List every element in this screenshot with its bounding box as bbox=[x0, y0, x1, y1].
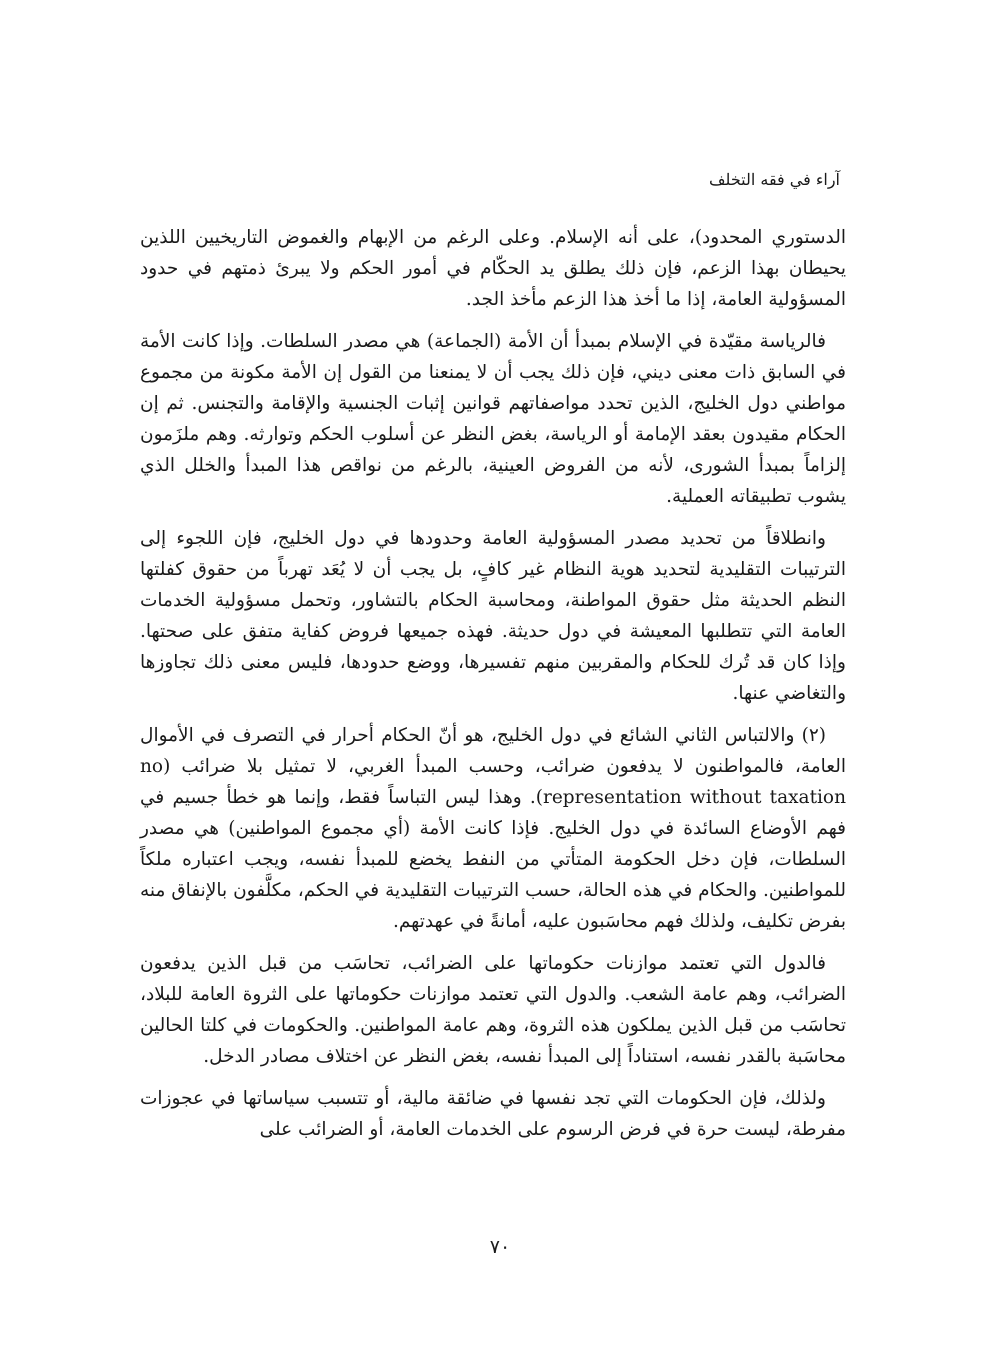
paragraph-2: فالرياسة مقيّدة في الإسلام بمبدأ أن الأمة (الجماعة) هي مصدر السلطات. وإذا كانت الأمة في السابق ذات معنى ديني، فإن ذلك يجب أن لا يمنعنا من القول إن الأمة مكونة من مجموع مواطني دول الخليج، الذين تحدد مواصفاتهم قوانين إثبات الجنسية والإقامة والتجنس. ثم إن الحكام مقيدون بعقد الإمامة أو الرياسة، بغض النظر عن أسلوب الحكم وتوارثه. وهم ملزَمون إلزاماً بمبدأ الشورى، لأنه من الفروض العينية، بالرغم من نواقص هذا المبدأ والخلل الذي يشوب تطبيقاته العملية. bbox=[140, 331, 846, 507]
paragraph-5: فالدول التي تعتمد موازنات حكوماتها على الضرائب، تحاسَب من قبل الذين يدفعون الضرائب، وهم عامة الشعب. والدول التي تعتمد موازنات حكوماتها على الثروة العامة للبلاد، تحاسَب من قبل الذين يملكون هذه الثروة، وهم عامة المواطنين. والحكومات في كلتا الحالين محاسَبة بالقدر نفسه، استناداً إلى المبدأ نفسه، بغض النظر عن اختلاف مصادر الدخل. bbox=[140, 953, 846, 1067]
paragraph-1: الدستوري المحدود)، على أنه الإسلام. وعلى الرغم من الإبهام والغموض التاريخيين اللذين يحيطان بهذا الزعم، فإن ذلك يطلق يد الحكّام في أمور الحكم ولا يبرئ ذمتهم في حدود المسؤولية العامة، إذا ما أخذ هذا الزعم مأخذ الجد. bbox=[140, 227, 846, 310]
body-text bbox=[140, 222, 846, 1156]
paragraph-3: وانطلاقاً من تحديد مصدر المسؤولية العامة وحدودها في دول الخليج، فإن اللجوء إلى الترتيبات التقليدية لتحديد هوية النظام غير كافٍ، بل يجب أن لا يُعَد تهرباً من حقوق كفلتها النظم الحديثة مثل حقوق المواطنة، ومحاسبة الحكام بالتشاور، وتحمل مسؤولية الخدمات العامة التي تتطلبها المعيشة في دول حديثة. فهذه جميعها فروض كفاية متفق على صحتها. وإذا كان قد تُرك للحكام والمقربين منهم تفسيرها، ووضع حدودها، فليس معنى ذلك تجاوزها والتغاضي عنها. bbox=[140, 528, 846, 704]
paragraph-4: (٢) والالتباس الثاني الشائع في دول الخليج، هو أنّ الحكام أحرار في التصرف في الأموال العامة، فالمواطنون لا يدفعون ضرائب، وحسب المبدأ الغربي، لا تمثيل بلا ضرائب (no representation without taxation). وهذا ليس التباساً فقط، وإنما هو خطأ جسيم في فهم الأوضاع السائدة في دول الخليج. فإذا كانت الأمة (أي مجموع المواطنين) هي مصدر السلطات، فإن دخل الحكومة المتأتي من النفط يخضع للمبدأ نفسه، ويجب اعتباره ملكاً للمواطنين. والحكام في هذه الحالة، حسب الترتيبات التقليدية في الحكم، مكلَّفون بالإنفاق منه بفرض تكليف، ولذلك فهم محاسَبون عليه، أمانةً في عهدتهم. bbox=[140, 725, 846, 932]
running-header: آراء في فقه التخلف bbox=[708, 170, 840, 189]
page-number: ٧٠ bbox=[489, 1236, 511, 1258]
paragraph-6: ولذلك، فإن الحكومات التي تجد نفسها في ضائقة مالية، أو تتسبب سياساتها في عجوزات مفرطة، ليست حرة في فرض الرسوم على الخدمات العامة، أو الضرائب على bbox=[140, 1088, 846, 1140]
